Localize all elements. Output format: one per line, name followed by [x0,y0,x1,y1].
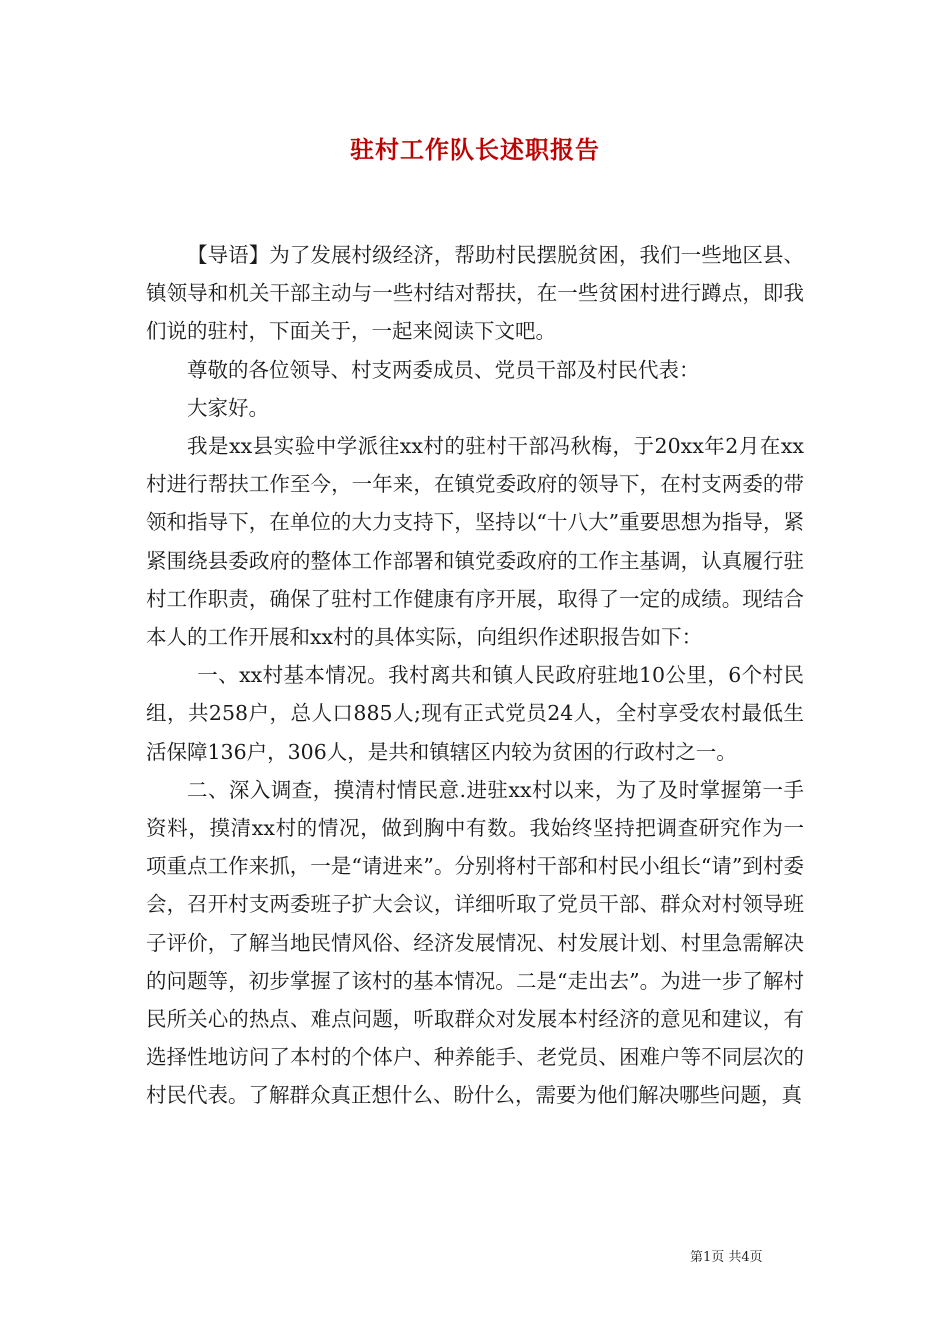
paragraph-section-two: 二、深入调查，摸清村情民意.进驻xx村以来，为了及时掌握第一手资料，摸清xx村的情况，做到胸中有数。我始终坚持把调查研究作为一项重点工作来抓，一是“请进来”。分别将村干部和村民小组长“请”到村委会，召开村支两委班子扩大会议，详细听取了党员干部、群众对村领导班子评价，了解当地民情风俗、经济发展情况、村发展计划、村里急需解决的问题等，初步掌握了该村的基本情况。二是“走出去”。为进一步了解村民所关心的热点、难点问题，听取群众对发展本村经济的意见和建议，有选择性地访问了本村的个体户、种养能手、老党员、困难户等不同层次的村民代表。了解群众真正想什么、盼什么，需要为他们解决哪些问题，真 [146,777,804,1108]
page-number: 第1页 共4页 [690,1250,763,1265]
paragraph-greeting: 大家好。 [187,395,269,420]
paragraph-self-introduction: 我是xx县实验中学派往xx村的驻村干部冯秋梅，于20xx年2月在xx村进行帮扶工作至今，一年来，在镇党委政府的领导下，在村支两委的带领和指导下，在单位的大力支持下，坚持以“十八大”重要思想为指导，紧紧围绕县委政府的整体工作部署和镇党委政府的工作主基调，认真履行驻村工作职责，确保了驻村工作健康有序开展，取得了一定的成绩。现结合本人的工作开展和xx村的具体实际，向组织作述职报告如下： [146,434,804,650]
paragraph-intro: 【导语】为了发展村级经济，帮助村民摆脱贫困，我们一些地区县、镇领导和机关干部主动与一些村结对帮扶，在一些贫困村进行蹲点，即我们说的驻村，下面关于，一起来阅读下文吧。 [146,243,804,344]
document-title: 驻村工作队长述职报告 [350,135,600,164]
paragraph-salutation: 尊敬的各位领导、村支两委成员、党员干部及村民代表： [187,357,700,382]
document-body [146,236,804,1115]
paragraph-section-one: 一、xx村基本情况。我村离共和镇人民政府驻地10公里，6个村民组，共258户，总人口885人;现有正式党员24人，全村享受农村最低生活保障136户，306人，是共和镇辖区内较为贫困的行政村之一。 [146,663,804,764]
